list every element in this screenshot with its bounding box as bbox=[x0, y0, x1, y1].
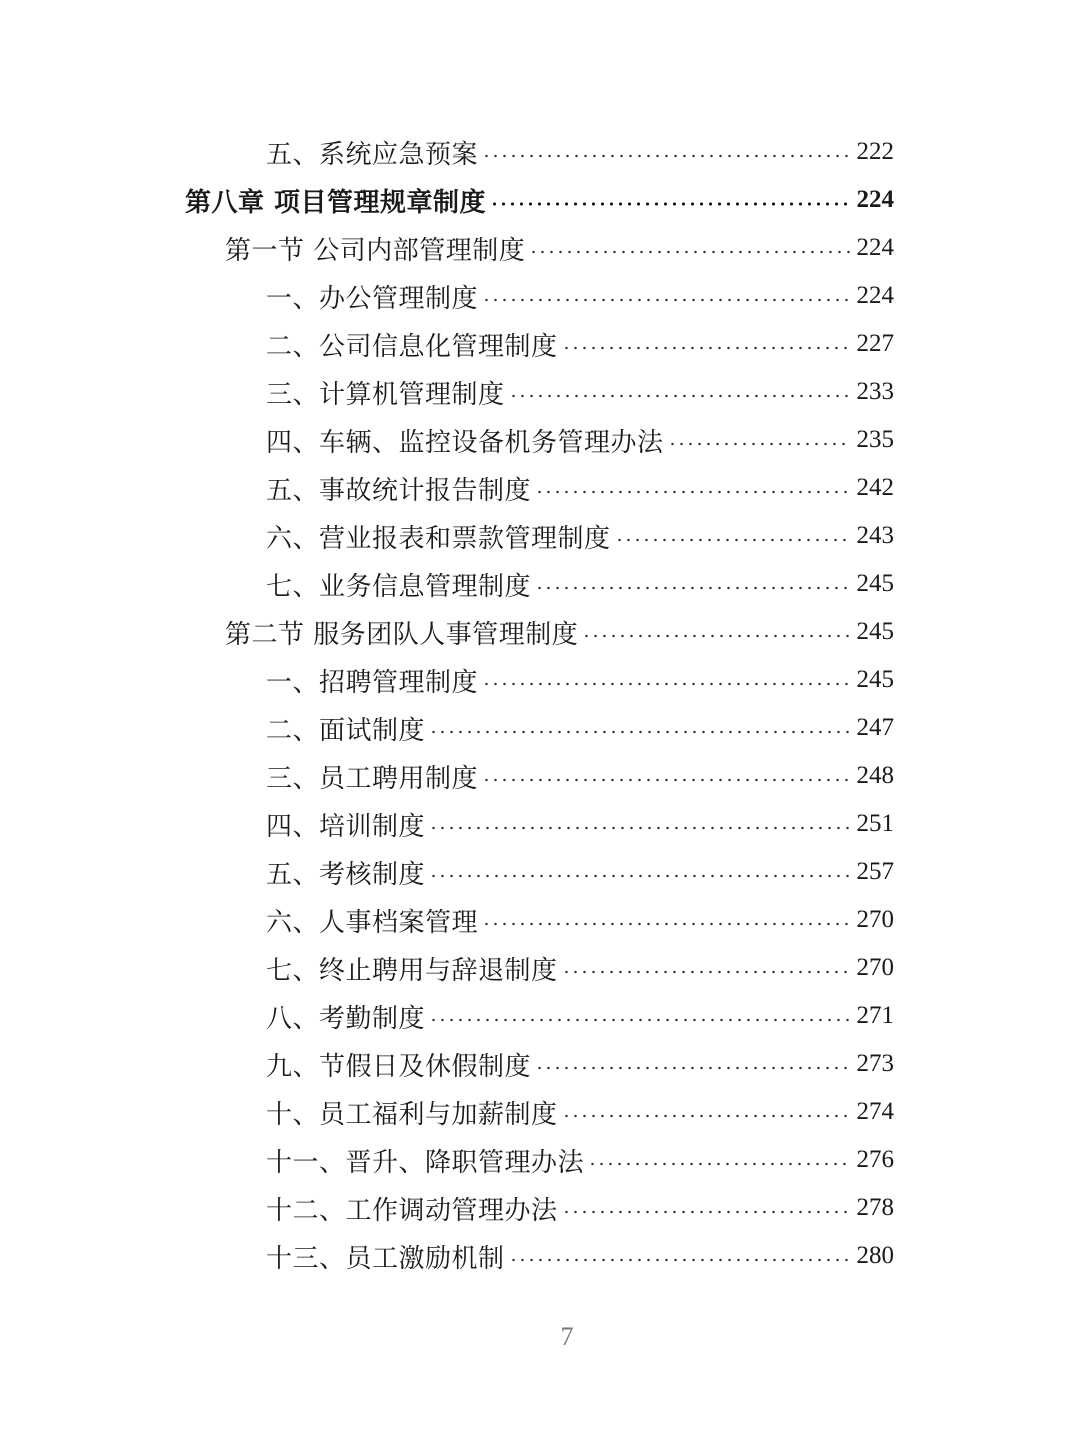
toc-entry-page: 224 bbox=[856, 234, 894, 261]
toc-entry[interactable] bbox=[0, 1040, 1080, 1088]
toc-entry-page: 245 bbox=[856, 570, 894, 597]
toc-entry-page: 222 bbox=[856, 138, 894, 165]
toc-entry-title: 一、办公管理制度 bbox=[266, 283, 479, 314]
toc-entry[interactable] bbox=[0, 752, 1080, 800]
toc-entry[interactable] bbox=[0, 800, 1080, 848]
toc-entry-title: 六、人事档案管理 bbox=[266, 907, 479, 938]
dot-leader bbox=[535, 1066, 850, 1070]
toc-entry-page: 276 bbox=[856, 1146, 894, 1173]
toc-entry-title: 五、考核制度 bbox=[266, 859, 426, 890]
toc-entry-title: 九、节假日及休假制度 bbox=[266, 1051, 532, 1082]
toc-entry-page: 270 bbox=[856, 906, 894, 933]
dot-leader bbox=[562, 970, 851, 974]
toc-entry-title: 五、事故统计报告制度 bbox=[266, 475, 532, 506]
toc-entry[interactable] bbox=[0, 1088, 1080, 1136]
toc-entry-page: 245 bbox=[856, 618, 894, 645]
toc-entry-title: 第二节 服务团队人事管理制度 bbox=[225, 619, 579, 650]
toc-entry[interactable] bbox=[0, 1232, 1080, 1280]
toc-entry-page: 251 bbox=[856, 810, 894, 837]
dot-leader bbox=[429, 1018, 850, 1022]
dot-leader bbox=[562, 1114, 851, 1118]
dot-leader bbox=[562, 346, 851, 350]
toc-entry-title: 第一节 公司内部管理制度 bbox=[225, 235, 526, 266]
toc-entry-page: 224 bbox=[856, 186, 894, 213]
toc-entry-title: 十、员工福利与加薪制度 bbox=[266, 1099, 558, 1130]
toc-entry[interactable] bbox=[0, 512, 1080, 560]
dot-leader bbox=[529, 250, 850, 254]
toc-entry[interactable] bbox=[0, 368, 1080, 416]
table-of-contents bbox=[0, 128, 1080, 1280]
toc-entry-page: 235 bbox=[856, 426, 894, 453]
toc-entry[interactable] bbox=[0, 1184, 1080, 1232]
toc-chapter-entry[interactable] bbox=[0, 176, 1080, 224]
toc-entry[interactable] bbox=[0, 320, 1080, 368]
toc-entry-page: 227 bbox=[856, 330, 894, 357]
toc-entry-title: 六、营业报表和票款管理制度 bbox=[266, 523, 611, 554]
toc-entry-title: 三、计算机管理制度 bbox=[266, 379, 505, 410]
toc-entry-page: 274 bbox=[856, 1098, 894, 1125]
toc-entry-title: 十三、员工激励机制 bbox=[266, 1243, 505, 1274]
toc-entry-title: 三、员工聘用制度 bbox=[266, 763, 479, 794]
dot-leader bbox=[615, 538, 851, 542]
toc-entry-title: 五、系统应急预案 bbox=[266, 139, 479, 170]
dot-leader bbox=[429, 826, 850, 830]
dot-leader bbox=[429, 730, 850, 734]
dot-leader bbox=[509, 394, 851, 398]
toc-entry-title: 十二、工作调动管理办法 bbox=[266, 1195, 558, 1226]
toc-entry[interactable] bbox=[0, 944, 1080, 992]
toc-entry-page: 242 bbox=[856, 474, 894, 501]
dot-leader bbox=[588, 1162, 850, 1166]
toc-entry-title: 一、招聘管理制度 bbox=[266, 667, 479, 698]
dot-leader bbox=[482, 298, 850, 302]
toc-entry-page: 270 bbox=[856, 954, 894, 981]
dot-leader bbox=[535, 490, 850, 494]
toc-entry[interactable] bbox=[0, 992, 1080, 1040]
toc-entry-page: 280 bbox=[856, 1242, 894, 1269]
dot-leader bbox=[509, 1258, 851, 1262]
toc-entry-page: 243 bbox=[856, 522, 894, 549]
toc-entry[interactable] bbox=[0, 416, 1080, 464]
toc-entry-title: 四、培训制度 bbox=[266, 811, 426, 842]
toc-entry[interactable] bbox=[0, 896, 1080, 944]
toc-entry-page: 224 bbox=[856, 282, 894, 309]
toc-entry-page: 247 bbox=[856, 714, 894, 741]
toc-entry[interactable] bbox=[0, 656, 1080, 704]
page-number: 7 bbox=[560, 1322, 574, 1351]
toc-entry-title: 二、公司信息化管理制度 bbox=[266, 331, 558, 362]
dot-leader bbox=[562, 1210, 851, 1214]
toc-entry-page: 248 bbox=[856, 762, 894, 789]
toc-section-entry[interactable] bbox=[0, 608, 1080, 656]
dot-leader bbox=[668, 442, 851, 446]
toc-entry-page: 245 bbox=[856, 666, 894, 693]
toc-entry[interactable] bbox=[0, 848, 1080, 896]
toc-entry[interactable] bbox=[0, 704, 1080, 752]
dot-leader bbox=[582, 634, 850, 638]
toc-entry[interactable] bbox=[0, 464, 1080, 512]
toc-entry-title: 第八章 项目管理规章制度 bbox=[185, 187, 487, 218]
toc-entry-title: 八、考勤制度 bbox=[266, 1003, 426, 1034]
toc-section-entry[interactable] bbox=[0, 224, 1080, 272]
toc-entry-page: 278 bbox=[856, 1194, 894, 1221]
dot-leader bbox=[482, 778, 850, 782]
toc-entry-title: 七、终止聘用与辞退制度 bbox=[266, 955, 558, 986]
toc-entry[interactable] bbox=[0, 128, 1080, 176]
dot-leader bbox=[490, 202, 850, 206]
toc-entry-title: 二、面试制度 bbox=[266, 715, 426, 746]
dot-leader bbox=[482, 682, 850, 686]
toc-entry-title: 十一、晋升、降职管理办法 bbox=[266, 1147, 585, 1178]
toc-entry-page: 271 bbox=[856, 1002, 894, 1029]
dot-leader bbox=[482, 922, 850, 926]
dot-leader bbox=[429, 874, 850, 878]
toc-entry-page: 273 bbox=[856, 1050, 894, 1077]
toc-entry[interactable] bbox=[0, 1136, 1080, 1184]
toc-entry-title: 四、车辆、监控设备机务管理办法 bbox=[266, 427, 664, 458]
toc-entry[interactable] bbox=[0, 560, 1080, 608]
toc-entry[interactable] bbox=[0, 272, 1080, 320]
dot-leader bbox=[535, 586, 850, 590]
toc-entry-title: 七、业务信息管理制度 bbox=[266, 571, 532, 602]
dot-leader bbox=[482, 154, 850, 158]
toc-entry-page: 233 bbox=[856, 378, 894, 405]
toc-entry-page: 257 bbox=[856, 858, 894, 885]
